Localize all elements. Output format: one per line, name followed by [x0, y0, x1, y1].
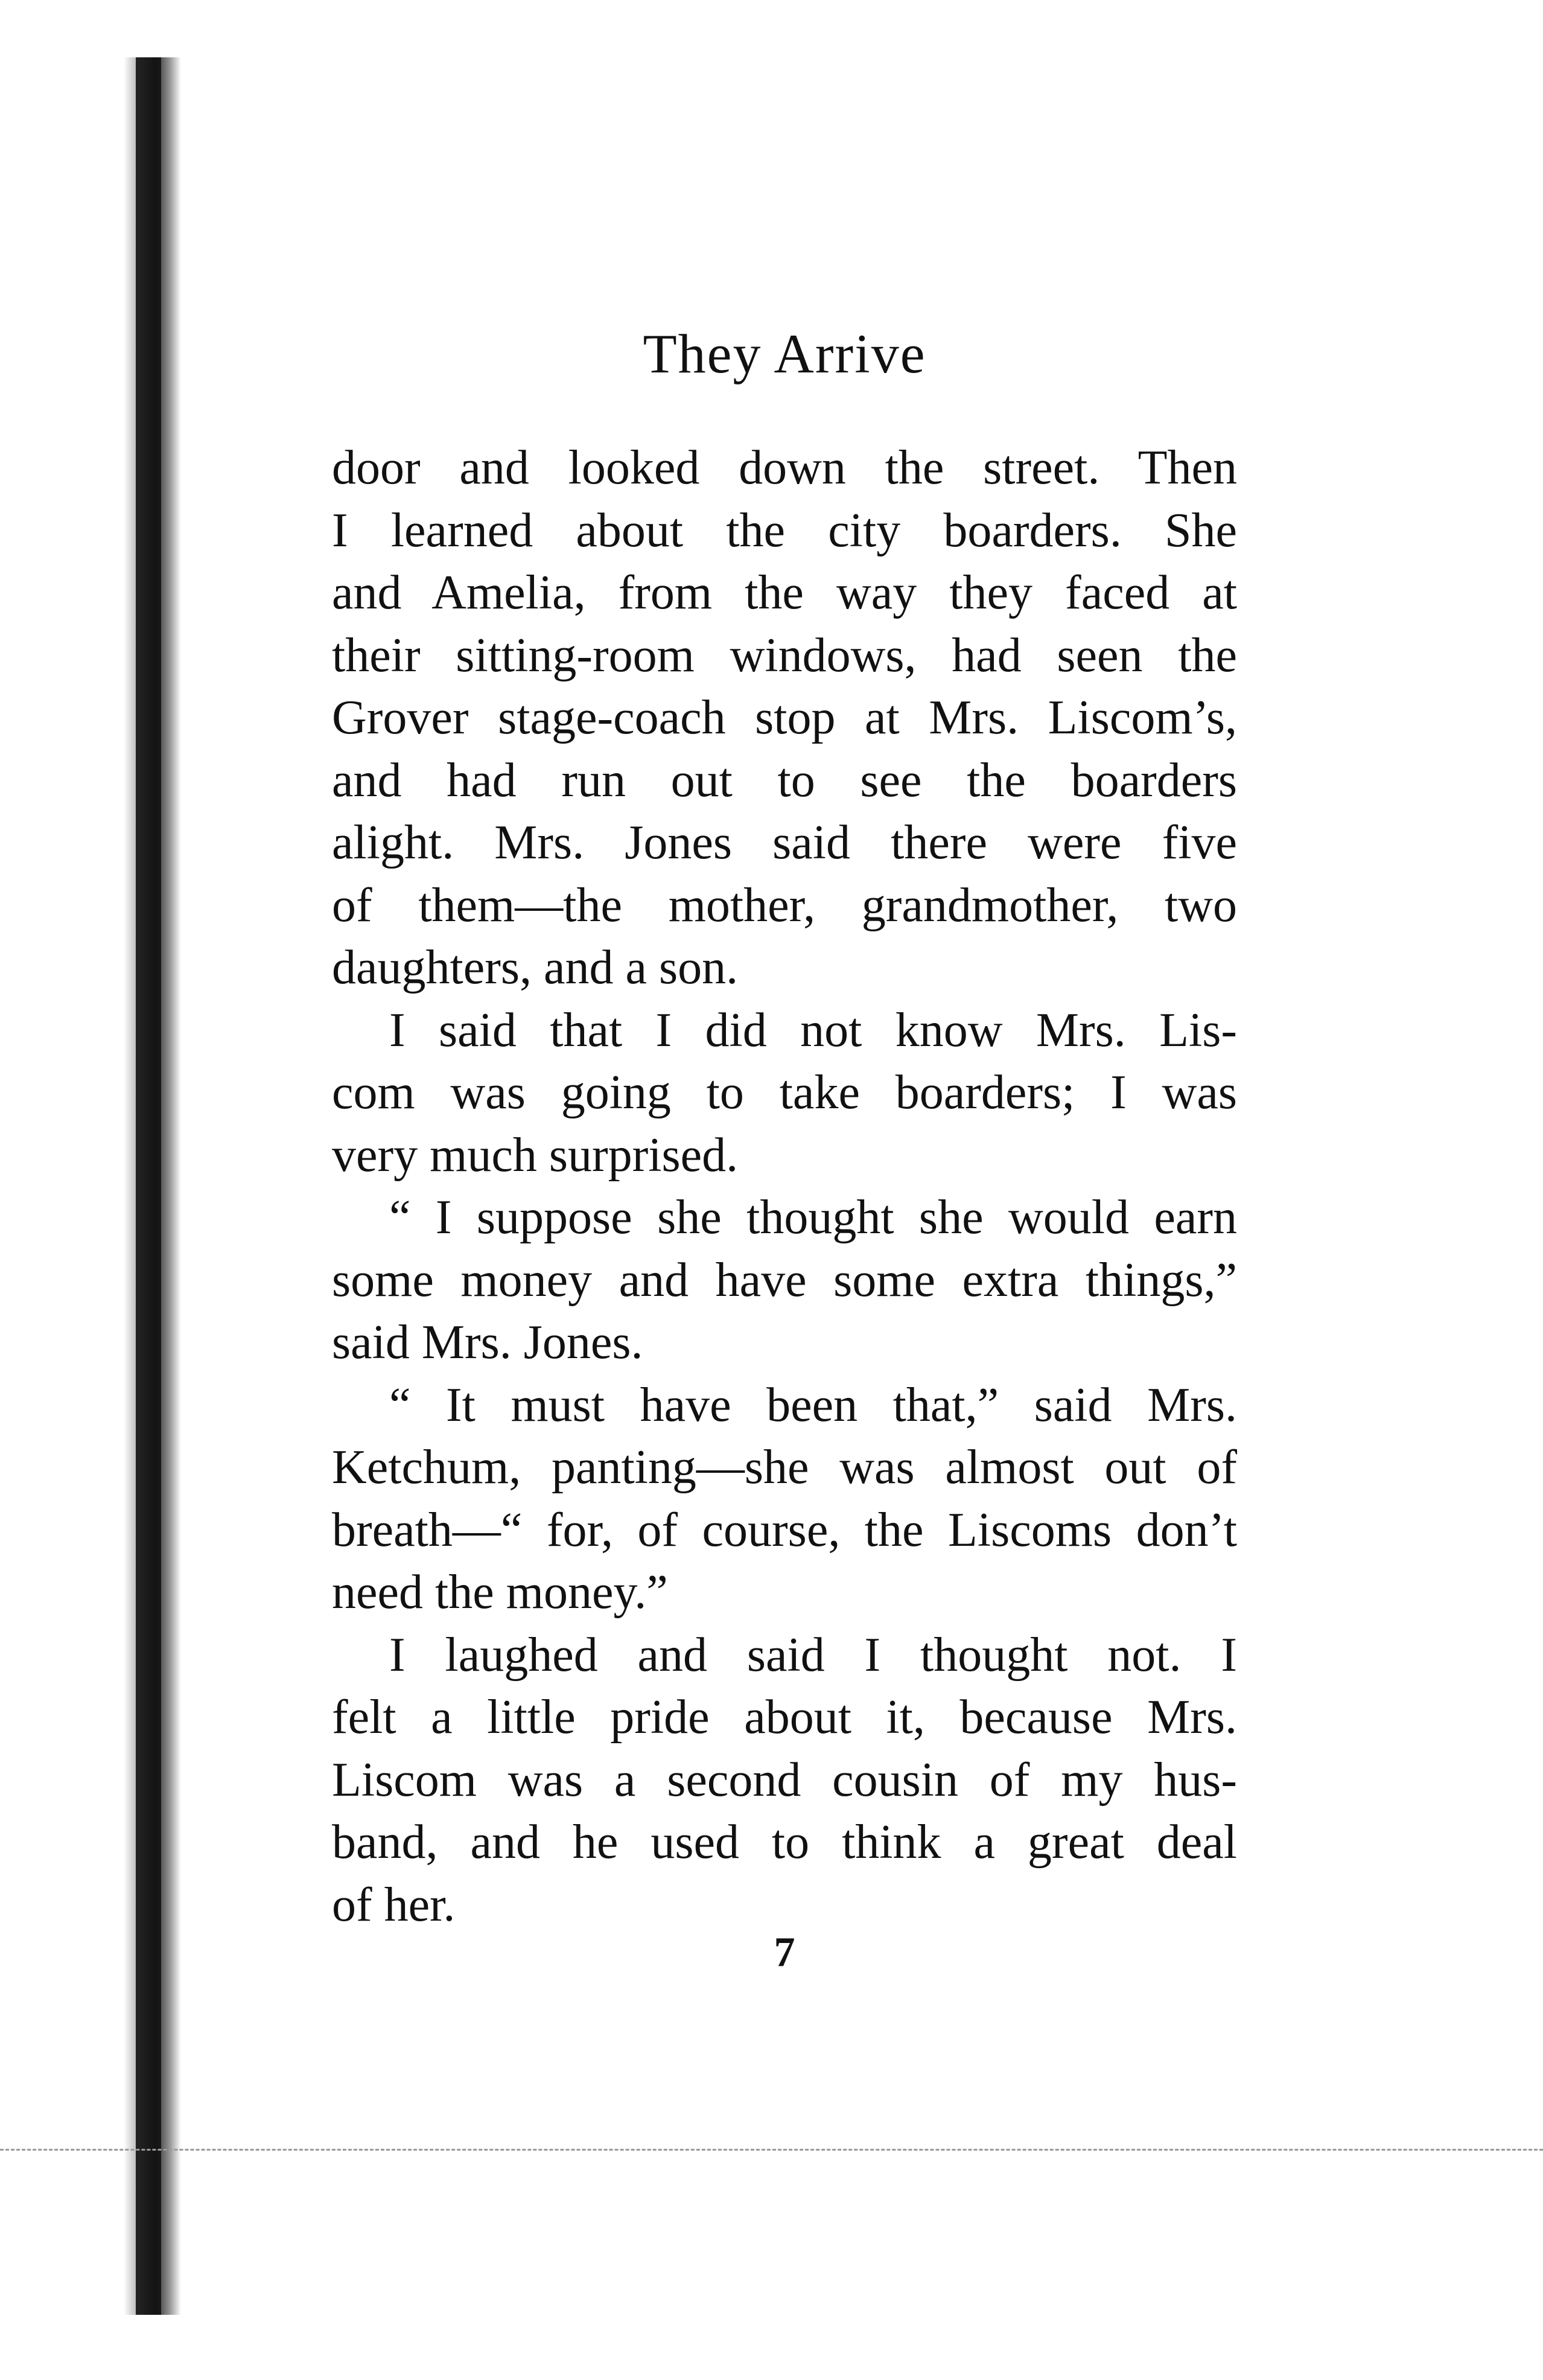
text-line: I said that I did not know Mrs. Lis- — [389, 1003, 1237, 1057]
text-line: need the money.” — [332, 1566, 668, 1619]
book-binding-shadow — [136, 57, 161, 2315]
text-line: of her. — [332, 1878, 456, 1932]
text-line: band, and he used to think a great deal — [332, 1816, 1237, 1869]
text-line: door and looked down the street. Then — [332, 441, 1237, 494]
text-line: very much surprised. — [332, 1128, 739, 1182]
text-line: and Amelia, from the way they faced at — [332, 566, 1237, 619]
text-line: Ketchum, panting—she was almost out of — [332, 1441, 1237, 1494]
text-line: com was going to take boarders; I was — [332, 1066, 1237, 1119]
text-line: and had run out to see the boarders — [332, 753, 1237, 807]
text-line: I learned about the city boarders. She — [332, 503, 1237, 557]
text-line: breath—“ for, of course, the Liscoms don’t — [332, 1503, 1237, 1557]
text-line: daughters, and a son. — [332, 941, 739, 994]
text-line: their sitting-room windows, had seen the — [332, 628, 1237, 682]
text-line: alight. Mrs. Jones said there were five — [332, 816, 1237, 869]
text-line: Grover stage-coach stop at Mrs. Liscom’s, — [332, 691, 1237, 744]
scan-fold-line — [0, 2149, 1543, 2151]
text-line: felt a little pride about it, because Mrs. — [332, 1691, 1237, 1744]
text-line: some money and have some extra things,” — [332, 1253, 1237, 1307]
text-line: Liscom was a second cousin of my hus- — [332, 1753, 1237, 1807]
body-text — [332, 437, 1237, 1936]
text-line: said Mrs. Jones. — [332, 1316, 643, 1369]
page-number: 7 — [774, 1929, 795, 1976]
running-title: They Arrive — [643, 323, 926, 384]
text-line: I laughed and said I thought not. I — [389, 1628, 1237, 1682]
text-line: “ It must have been that,” said Mrs. — [389, 1378, 1237, 1432]
text-line: of them—the mother, grandmother, two — [332, 878, 1237, 932]
text-line: “ I suppose she thought she would earn — [389, 1191, 1237, 1244]
